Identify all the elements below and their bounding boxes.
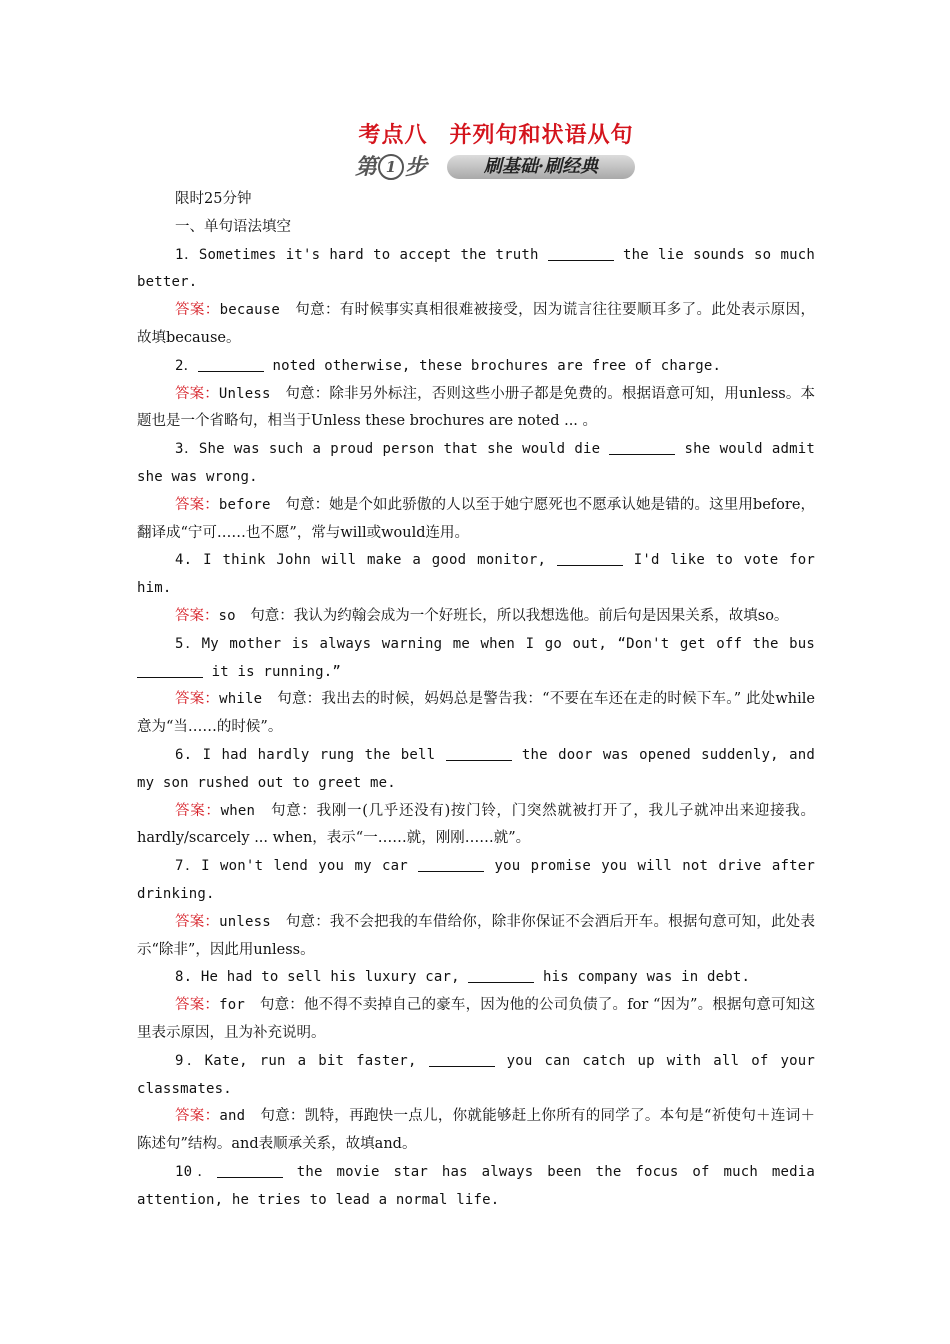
answer-explanation: 句意：我刚一(几乎还没有)按门铃，门突然就被打开了，我儿子就冲出来迎接我。hardly/scarcely ... when，表示“一……就，刚刚……就”。 [137,802,816,847]
question-text-before: She was such a proud person that she would die [198,441,610,458]
answer-label: 答案： [175,997,220,1014]
answer-label: 答案： [175,302,220,319]
question-item [137,1048,815,1104]
question-text-before: Kate, run a bit faster, [204,1052,429,1069]
answer-blank [446,746,512,761]
question-text-after: it is running.” [203,663,342,680]
answer-explanation: 句意：她是个如此骄傲的人以至于她宁愿死也不愿承认她是错的。这里用before，翻译成“宁可……也不愿”，常与will或would连用。 [137,496,816,541]
answer-item [137,798,815,854]
question-text-after: his company was in debt. [534,969,751,986]
answer-blank [418,857,484,872]
time-limit: 限时25分钟 [175,191,252,207]
question-number: 7． [175,858,202,875]
step-banner [355,152,815,186]
page-title [177,118,815,152]
answer-blank [557,551,623,566]
answer-item [137,297,815,353]
answer-explanation: 句意：有时候事实真相很难被接受，因为谎言往往要顺耳多了。此处表示原因，故填because。 [137,302,816,346]
answer-label: 答案： [175,607,219,624]
step-label [355,152,427,182]
question-text-after: she would admit she was wrong. [137,441,815,485]
question-text-after: noted otherwise, these brochures are free of charge. [263,357,722,374]
answer-label: 答案： [175,385,219,402]
question-number: 8. [175,969,201,986]
answer-explanation: 句意：我不会把我的车借给你，除非你保证不会酒后开车。根据句意可知，此处表示“除非”，因此用unless。 [137,913,816,958]
question-number: 1． [175,246,199,263]
answer-item [137,1103,815,1159]
question-item [137,353,815,381]
answer-blank [137,663,203,678]
question-text-before: I won't lend you my car [201,858,419,875]
title-part2: 并列句和状语从句 [449,122,634,148]
question-text-before: He had to sell his luxury car, [200,969,469,986]
question-text-after: the door was opened suddenly, and my son rushed out to greet me. [137,746,815,791]
question-item [137,742,815,798]
question-text-before: Sometimes it's hard to accept the truth [198,246,548,263]
answer-item [137,686,815,742]
answer-word: for [219,997,245,1014]
question-item [137,631,815,687]
question-item [137,1159,815,1215]
question-number: 5． [175,635,202,652]
answer-explanation: 句意：除非另外标注，否则这些小册子都是免费的。根据语意可知，用unless。本题也是一个省略句，相当于Unless these brochures are noted ... 。 [137,385,815,430]
question-text-after: you promise you will not drive after drinking. [137,858,815,902]
answer-item [137,909,815,965]
answer-explanation: 句意：我出去的时候，妈妈总是警告我：“不要在车还在走的时候下车。” 此处while意为“当……的时候”。 [137,691,816,736]
step-tag-pill: 刷基础·刷经典 [447,155,635,179]
answer-label: 答案： [175,1108,220,1125]
section-heading: 一、单句语法填空 [175,218,291,235]
answer-blank [609,440,675,455]
answer-explanation: 句意：凯特，再跑快一点儿，你就能够赶上你所有的同学了。本句是“祈使句＋连词＋陈述句”结构。and表顺承关系，故填and。 [137,1108,815,1153]
question-item [137,242,815,298]
answer-label: 答案： [175,802,221,819]
question-number: 2． [175,357,198,374]
document-page [137,118,815,1214]
question-text-before: I had hardly rung the bell [202,746,446,763]
answer-blank [198,357,264,372]
step-prefix: 第 [355,154,378,180]
answer-item [137,492,815,548]
question-text-before: I think John will make a good monitor, [203,552,557,569]
answer-blank [468,968,534,983]
answer-label: 答案： [175,691,220,708]
answer-explanation: 句意：他不得不卖掉自己的豪车，因为他的公司负债了。for “因为”。根据句意可知这里表示原因，且为补充说明。 [137,997,816,1041]
question-list [137,242,815,1215]
answer-word: when [220,802,256,819]
answer-label: 答案： [175,496,219,513]
step-suffix: 步 [405,154,428,180]
answer-item [137,992,815,1048]
answer-word: while [219,691,263,708]
title-part1: 考点八 [358,122,428,148]
question-text-after: I'd like to vote for him. [137,552,816,597]
answer-word: before [218,496,271,513]
question-number: 4. [175,552,204,569]
content [137,186,815,1214]
answer-item [137,603,815,631]
answer-word: Unless [218,385,271,402]
answer-blank [429,1052,495,1067]
question-text-after: the movie star has always been the focus of much media attention, he tries to lead a normal life. [137,1163,815,1208]
answer-blank [217,1163,283,1178]
answer-explanation: 句意：我认为约翰会成为一个好班长，所以我想选他。前后句是因果关系，故填so。 [235,607,789,624]
answer-word: unless [219,913,271,930]
question-number: 6. [175,746,203,763]
question-item [137,964,815,992]
answer-item [137,381,815,437]
question-item [137,436,815,492]
answer-word: because [219,302,280,319]
question-number: 10． [175,1163,217,1180]
question-number: 9． [175,1052,205,1069]
question-text-after: the lie sounds so much better. [137,246,815,291]
answer-word: and [219,1108,246,1125]
answer-blank [548,246,614,261]
question-item [137,547,815,603]
step-number-circle: 1 [378,154,404,180]
answer-word: so [218,607,236,624]
question-item [137,853,815,909]
question-text-before: My mother is always warning me when I go out, “Don't get off the bus [201,635,815,652]
question-text-after: you can catch up with all of your classmates. [137,1052,815,1097]
question-number: 3． [175,441,199,458]
answer-label: 答案： [175,913,220,930]
